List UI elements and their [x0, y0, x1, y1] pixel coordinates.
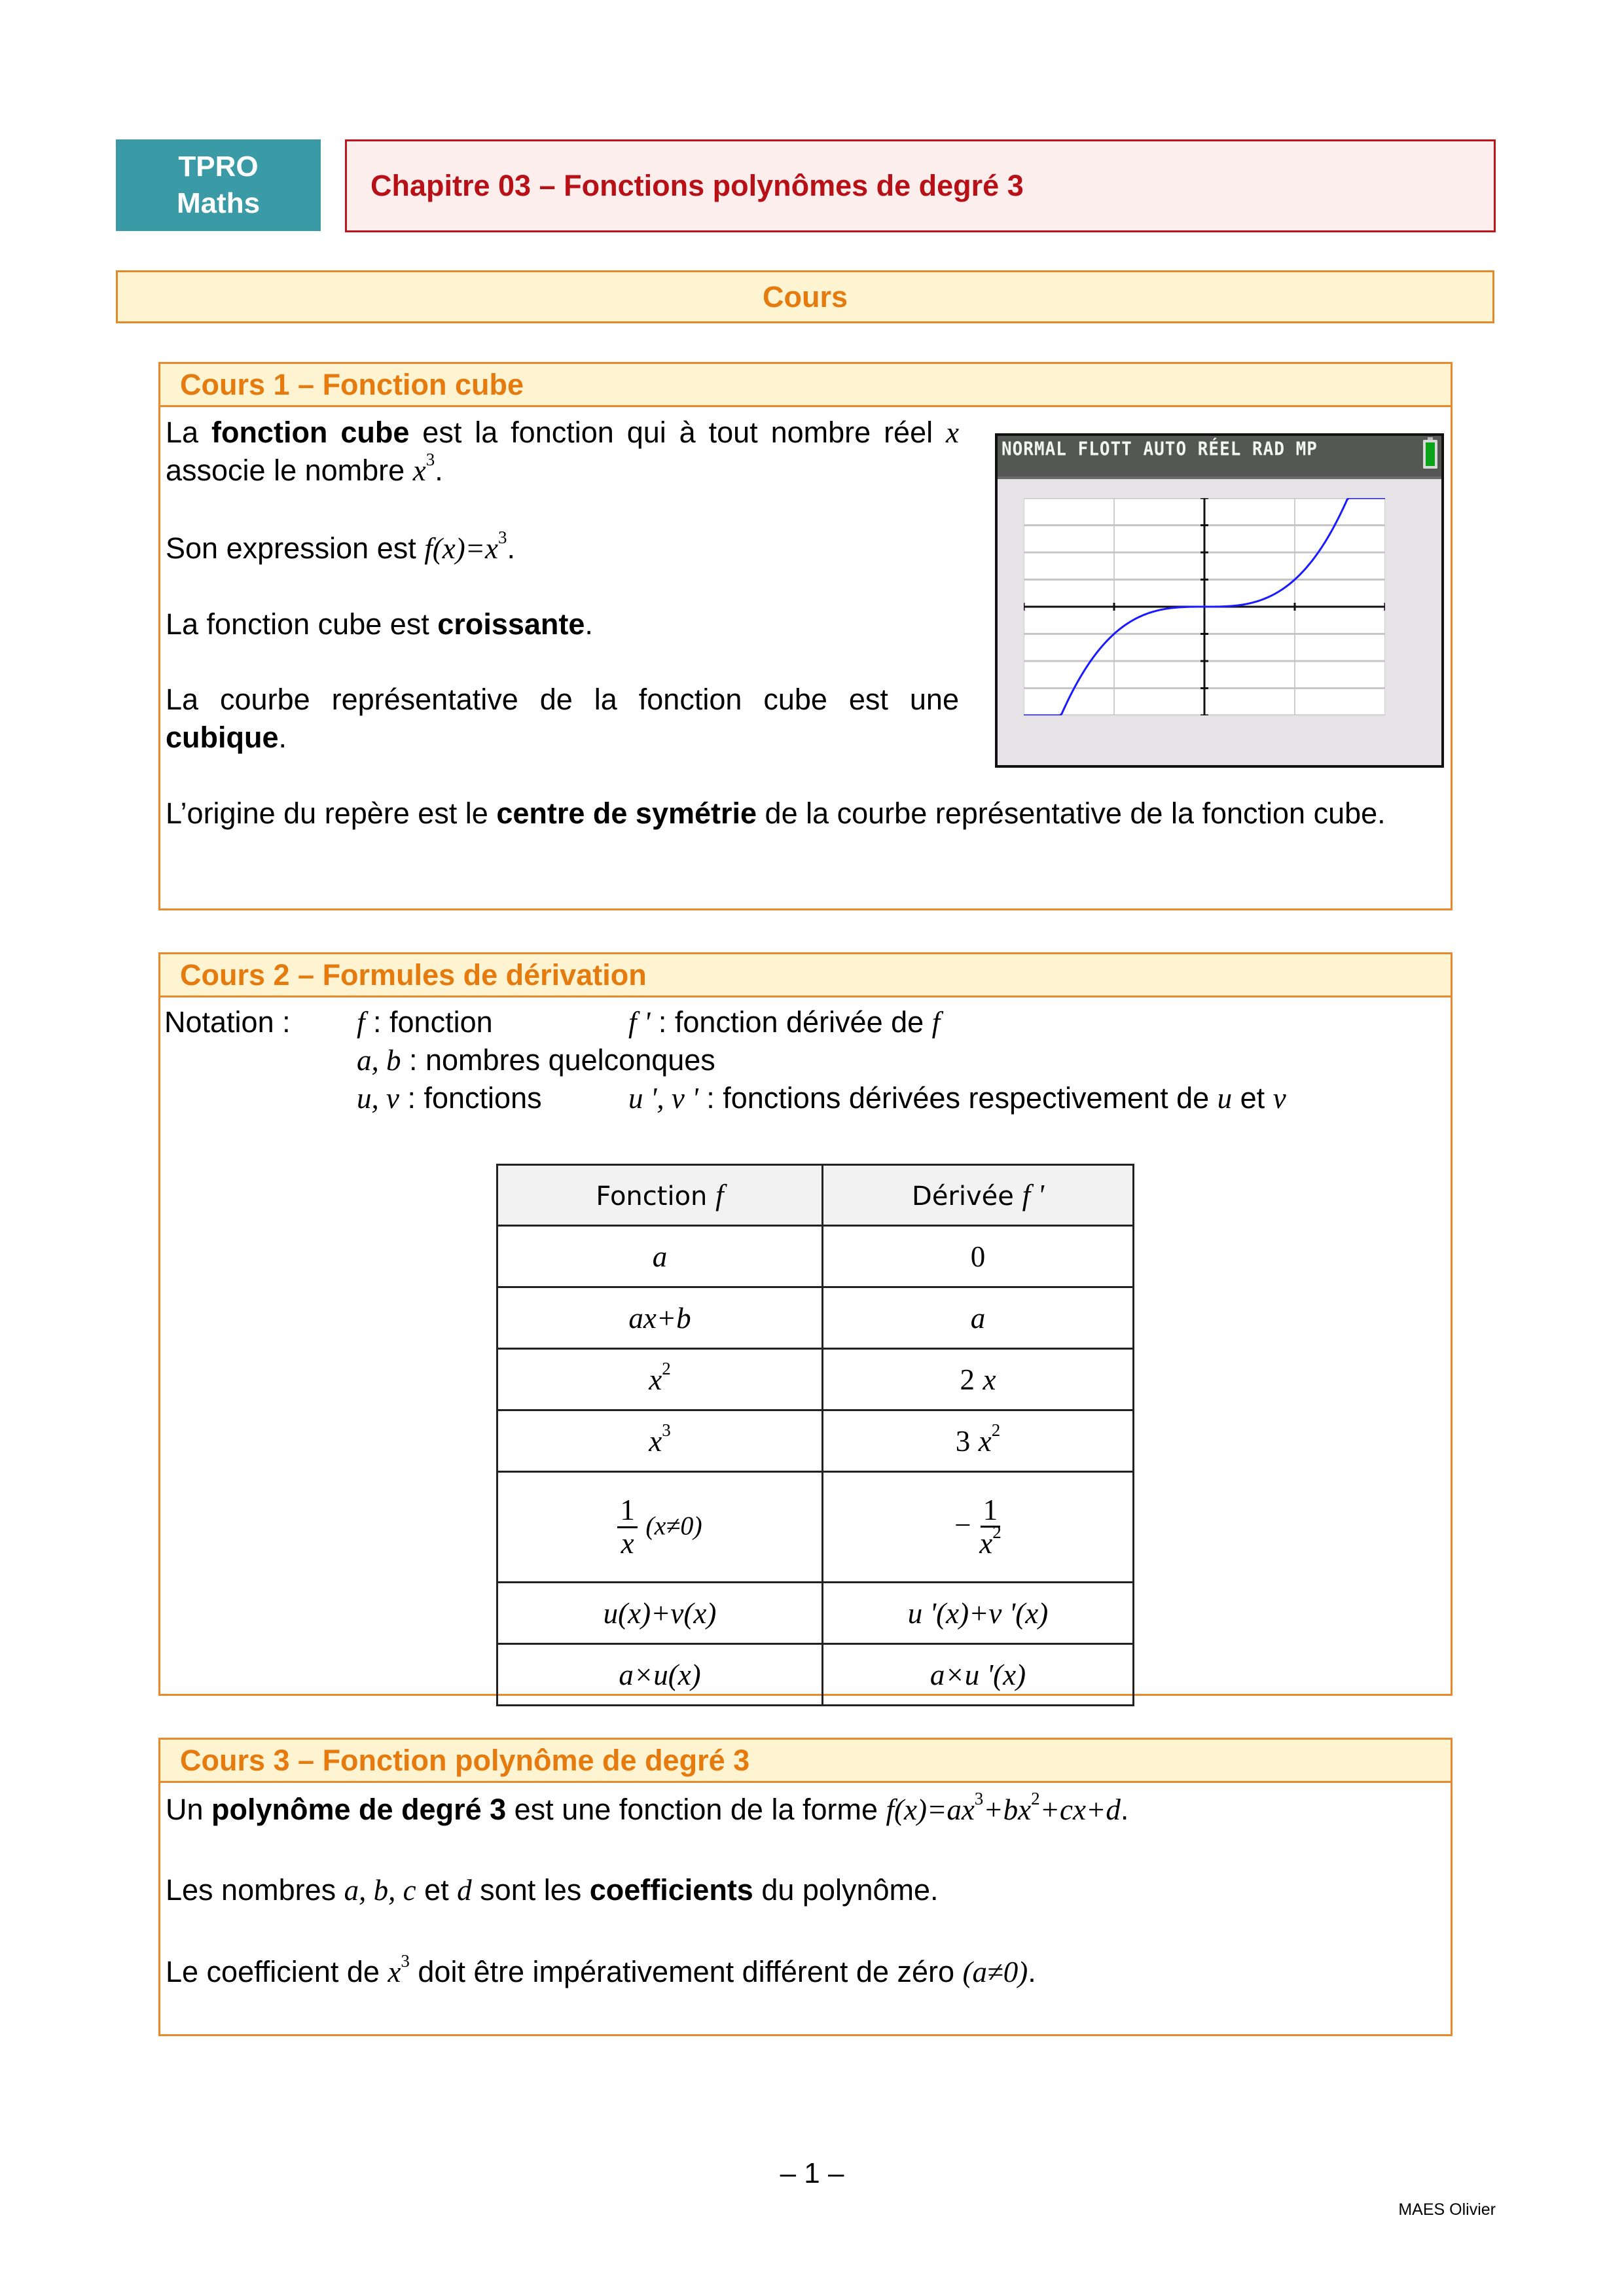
- cell-derivative: [823, 1349, 1134, 1410]
- math-u: u: [1217, 1082, 1233, 1115]
- table-row: [497, 1226, 1134, 1287]
- text: sont les: [471, 1873, 590, 1907]
- condition: (x≠0): [645, 1511, 702, 1541]
- text: Un: [166, 1793, 212, 1826]
- text: Les nombres: [166, 1873, 344, 1907]
- math: u(x)+v(x): [603, 1596, 717, 1630]
- cell-derivative: [823, 1472, 1134, 1583]
- cours-1-title: Cours 1 – Fonction cube: [160, 364, 1451, 407]
- cours-1-expression: [166, 529, 515, 567]
- text: La: [166, 416, 211, 449]
- exponent: 3: [425, 450, 435, 470]
- text: .: [1028, 1955, 1036, 1988]
- text: et: [1232, 1081, 1273, 1115]
- cell-derivative: [823, 1583, 1134, 1644]
- notation-f: [357, 1003, 493, 1041]
- text: Le coefficient de: [166, 1955, 388, 1988]
- math: a: [970, 1301, 986, 1335]
- math-x: x: [412, 454, 426, 487]
- calculator-mode-text: NORMAL FLOTT AUTO RÉEL RAD MP: [1001, 439, 1318, 460]
- exponent: 2: [1031, 1789, 1040, 1809]
- cell-function: [497, 1349, 823, 1410]
- battery-icon: [1423, 440, 1437, 469]
- numerator: 1: [981, 1495, 1001, 1528]
- table-row: [497, 1644, 1134, 1706]
- cube-function-graph: [1024, 498, 1385, 715]
- math: (a≠0): [962, 1956, 1028, 1988]
- cell-derivative: [823, 1644, 1134, 1706]
- text: est la fonction qui à tout nombre réel: [409, 416, 947, 449]
- math: a×u(x): [619, 1658, 701, 1691]
- text: associe le nombre: [166, 454, 413, 487]
- cell-function: [497, 1472, 823, 1583]
- subject-badge: [116, 139, 321, 231]
- math-u-v: u, v: [357, 1082, 399, 1115]
- math-f-prime: f ': [628, 1006, 651, 1039]
- header-function: [497, 1165, 823, 1226]
- text: Son expression est: [166, 531, 425, 565]
- math-u-v-prime: u ', v ': [628, 1082, 698, 1115]
- fraction: [617, 1495, 638, 1559]
- cours-3-box: [158, 1738, 1453, 2036]
- exponent: 3: [498, 528, 507, 548]
- math: x: [649, 1363, 662, 1396]
- math-x: x: [388, 1956, 401, 1988]
- math: d: [457, 1874, 472, 1907]
- text: doit être impérativement différent de zéro: [409, 1955, 963, 1988]
- cours-2-title: Cours 2 – Formules de dérivation: [160, 954, 1451, 997]
- math: x: [978, 1424, 992, 1458]
- math: +cx+d: [1039, 1793, 1121, 1826]
- badge-line-1: TPRO: [178, 151, 259, 183]
- math-v: v: [1272, 1082, 1286, 1115]
- calculator-screenshot: [995, 433, 1444, 768]
- math: u '(x)+v '(x): [907, 1596, 1049, 1630]
- math-f-prime: f ': [1022, 1179, 1044, 1211]
- text: Dérivée: [912, 1181, 1022, 1211]
- math: f(x)=ax: [886, 1793, 975, 1826]
- math-a-b: a, b: [357, 1044, 401, 1077]
- math: x: [649, 1424, 662, 1458]
- exponent: 3: [974, 1789, 984, 1809]
- text: La courbe représentative de la fonction cube est une: [166, 683, 959, 716]
- math-f: f: [715, 1179, 724, 1211]
- text: du polynôme.: [753, 1873, 939, 1907]
- calculator-status-bar: [998, 436, 1441, 479]
- text: .: [585, 607, 593, 641]
- denominator: x: [621, 1526, 634, 1560]
- text: : fonctions: [399, 1081, 542, 1115]
- header-derivative: [823, 1165, 1134, 1226]
- cours-3-title: Cours 3 – Fonction polynôme de degré 3: [160, 1740, 1451, 1783]
- math: +bx: [983, 1793, 1032, 1826]
- cours-1-monotonic: [166, 605, 593, 643]
- math: x: [983, 1363, 996, 1396]
- table-row: [497, 1410, 1134, 1472]
- cell-function: [497, 1226, 823, 1287]
- cell-derivative: [823, 1410, 1134, 1472]
- exponent: 2: [992, 1522, 1001, 1543]
- math: a×u '(x): [929, 1658, 1026, 1691]
- exponent: 3: [401, 1951, 410, 1971]
- math-f: f: [357, 1006, 365, 1039]
- math-x: x: [979, 1527, 993, 1560]
- coefficient: 3: [955, 1424, 971, 1458]
- table-row: [497, 1287, 1134, 1349]
- text: .: [435, 454, 443, 487]
- text: L’origine du repère est le: [166, 797, 497, 830]
- bold-term: fonction cube: [211, 416, 410, 449]
- notation-u-v: [357, 1079, 542, 1117]
- numerator: 1: [617, 1495, 638, 1528]
- math: a: [652, 1240, 668, 1273]
- text: .: [507, 531, 516, 565]
- cours-1-symmetry: [166, 795, 1445, 833]
- math: a, b, c: [344, 1874, 416, 1907]
- cours-3-definition: [166, 1791, 1128, 1829]
- cours-1-curve: [166, 681, 959, 757]
- notation-a-b: [357, 1041, 715, 1079]
- cell-derivative: [823, 1287, 1134, 1349]
- coefficient: 2: [960, 1363, 975, 1396]
- text: de la courbe représentative de la fonction cube.: [757, 797, 1386, 830]
- page-number: – 1 –: [780, 2157, 844, 2189]
- exponent: 2: [991, 1420, 1001, 1440]
- cell-derivative: [823, 1226, 1134, 1287]
- cell-function: [497, 1644, 823, 1706]
- notation-u-v-prime: [628, 1079, 1286, 1117]
- text: Fonction: [596, 1181, 716, 1211]
- section-banner-label: Cours: [762, 279, 848, 314]
- chapter-title: Chapitre 03 – Fonctions polynômes de degré 3: [370, 169, 1024, 202]
- cell-function: [497, 1410, 823, 1472]
- minus-sign: −: [954, 1508, 971, 1541]
- text: La fonction cube est: [166, 607, 438, 641]
- text: .: [1120, 1793, 1129, 1826]
- bold-term: cubique: [166, 721, 279, 754]
- author: MAES Olivier: [1398, 2200, 1496, 2219]
- math: 0: [970, 1240, 986, 1273]
- fraction: [979, 1495, 1001, 1560]
- section-banner: [116, 270, 1494, 323]
- cours-1-definition: [166, 414, 959, 490]
- table-row: [497, 1472, 1134, 1583]
- cours-3-condition: [166, 1953, 1036, 1991]
- badge-line-2: Maths: [176, 187, 261, 219]
- text: : fonction: [365, 1005, 493, 1039]
- notation-f-prime: [628, 1003, 940, 1041]
- text: : fonctions dérivées respectivement de: [698, 1081, 1218, 1115]
- derivatives-table: [496, 1164, 1134, 1706]
- bold-term: centre de symétrie: [496, 797, 757, 830]
- text: : fonction dérivée de: [650, 1005, 932, 1039]
- table-row: [497, 1583, 1134, 1644]
- text: et: [416, 1873, 458, 1907]
- chapter-title-box: [345, 139, 1496, 232]
- math-expression: f(x)=x: [424, 532, 499, 565]
- exponent: 2: [662, 1358, 671, 1378]
- table-header-row: [497, 1165, 1134, 1226]
- text: .: [278, 721, 287, 754]
- text: est une fonction de la forme: [506, 1793, 886, 1826]
- exponent: 3: [662, 1420, 671, 1440]
- math: ax+b: [628, 1301, 691, 1335]
- bold-term: coefficients: [589, 1873, 753, 1907]
- battery-level: [1426, 442, 1435, 466]
- cell-function: [497, 1287, 823, 1349]
- denominator: [979, 1522, 1001, 1560]
- math-x: x: [946, 416, 960, 449]
- table-row: [497, 1349, 1134, 1410]
- text: : nombres quelconques: [401, 1043, 715, 1077]
- cell-function: [497, 1583, 823, 1644]
- notation-label: Notation :: [164, 1005, 291, 1039]
- math-f: f: [931, 1006, 941, 1039]
- bold-term: croissante: [437, 607, 585, 641]
- cours-3-coefficients: [166, 1871, 939, 1909]
- bold-term: polynôme de degré 3: [211, 1793, 507, 1826]
